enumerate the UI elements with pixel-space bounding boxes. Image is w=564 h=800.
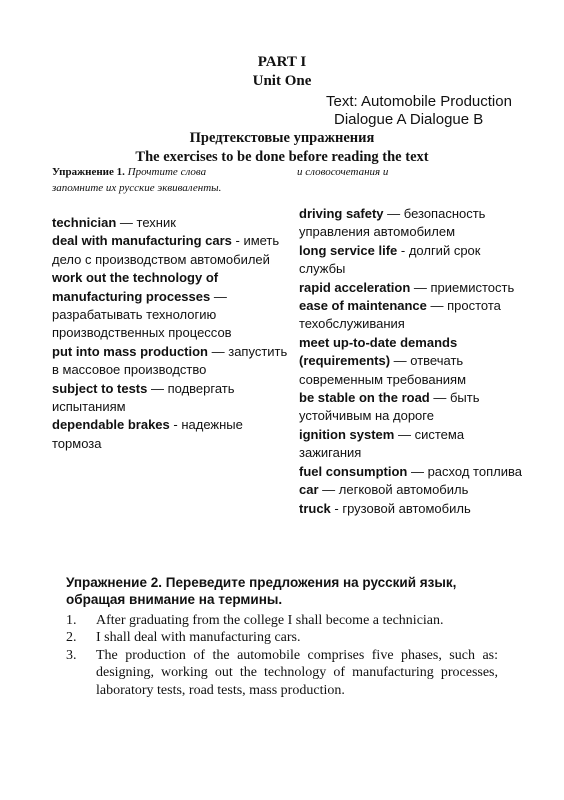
vocab-term: meet up-to-date demands (requirements) [299,334,458,369]
vocab-separator: - [397,242,409,258]
vocab-meaning: безопасность управления автомобилем [299,206,486,240]
vocab-term: dependable brakes [52,417,170,433]
sentence-number: 1. [66,613,77,628]
vocab-meaning: подвергать испытаниям [52,380,235,415]
vocab-separator: — [208,343,229,359]
vocab-term: driving safety [299,206,384,221]
vocab-separator: — [426,298,448,314]
sentence-text: The production of the automobile comprises five phases, such as: designing, working out the technology of manufacturing processes, laboratory tests, road tests, mass production. [96,647,498,698]
sentence-number: 2. [66,630,77,646]
unit-title: Unit One [252,73,312,89]
vocab-entry [299,297,524,334]
vocab-term: car [299,482,319,498]
sentence-text: I shall deal with manufacturing cars. [96,630,301,646]
vocab-separator: — [116,215,137,230]
vocab-separator: — [390,353,411,369]
vocab-meaning: отвечать современным требованиям [299,353,467,387]
vocab-meaning: легковой автомобиль [338,482,469,498]
vocab-entry [299,463,524,481]
vocab-separator: — [394,426,415,442]
vocab-term: rapid acceleration [299,279,411,295]
vocab-entry [299,334,524,389]
vocab-meaning: разрабатывать технологию производственных процессов [52,307,232,341]
vocab-entry [299,389,524,426]
vocab-term: long service life [299,242,398,258]
vocab-meaning: иметь дело с производством автомобилей [52,233,280,267]
vocab-separator: - [231,233,244,249]
vocab-term: technician [52,215,117,230]
vocab-entry [299,481,524,499]
vocab-entry [52,214,292,232]
vocab-separator: — [407,463,428,479]
vocab-entry [52,416,292,453]
vocab-meaning: система зажигания [299,426,465,461]
exercise1-instruction-c: и словосочетания и [297,166,389,178]
vocab-entry [52,343,292,380]
vocab-entry [299,205,524,242]
sentence-item [66,612,498,629]
vocab-meaning: запустить в массовое производство [52,343,288,378]
pre-exercises-heading: Предтекстовые упражнения [189,130,375,146]
exercise1-instruction-a: Прочтите слова [127,166,207,178]
vocab-separator: — [210,288,227,304]
vocab-term: work out the technology of manufacturing processes [52,270,219,304]
vocab-entry [299,426,524,463]
vocab-term: fuel consumption [299,463,408,479]
sentence-item [66,647,498,699]
exercise2-heading: Упражнение 2. Переведите предложения на русский язык, обращая внимание на термины. [66,575,457,607]
vocab-separator: — [383,206,404,221]
exercise1-label: Упражнение 1. [52,166,125,178]
vocab-term: be stable on the road [299,390,430,406]
sentence-text: After graduating from the college I shall become a technician. [96,613,444,628]
part-title: PART I [257,54,307,70]
vocab-separator: — [318,482,339,498]
vocabulary-right-column [299,205,524,518]
vocab-term: deal with manufacturing cars [52,233,232,249]
vocabulary-left-column [52,214,292,453]
vocab-term: put into mass production [52,343,208,359]
vocab-meaning: техник [136,215,176,230]
vocab-meaning: долгий срок службы [299,242,481,277]
vocab-separator: — [147,380,168,396]
vocab-entry [52,269,292,343]
vocab-meaning: простота техобслуживания [299,298,501,332]
exercise1-instruction-b: запомните их русские эквиваленты. [52,182,222,194]
sentence-number: 3. [66,647,77,663]
vocab-term: ignition system [299,426,395,442]
vocab-entry [299,279,524,297]
vocab-separator: — [429,390,450,406]
exercise2-sentences [66,612,498,699]
vocab-separator: — [410,279,431,295]
vocab-term: ease of maintenance [299,298,427,314]
vocab-meaning: быть устойчивым на дороге [299,390,480,424]
exercise1-instruction [52,166,206,178]
vocab-meaning: грузовой автомобиль [342,500,471,516]
vocab-meaning: приемистость [430,279,515,295]
vocab-separator: - [169,417,182,433]
vocab-term: subject to tests [52,380,148,396]
sentence-item [66,629,498,646]
text-title: Text: Automobile Production [326,93,512,110]
dialogue-title: Dialogue A Dialogue B [334,111,484,128]
vocab-entry [52,232,292,269]
vocab-entry [299,500,524,518]
exercises-heading: The exercises to be done before reading the text [135,149,429,165]
vocab-meaning: расход топлива [427,463,522,479]
vocab-entry [299,242,524,279]
vocab-term: truck [299,500,331,516]
vocab-separator: - [330,500,343,516]
vocab-entry [52,380,292,417]
vocab-meaning: надежные тормоза [52,417,243,451]
